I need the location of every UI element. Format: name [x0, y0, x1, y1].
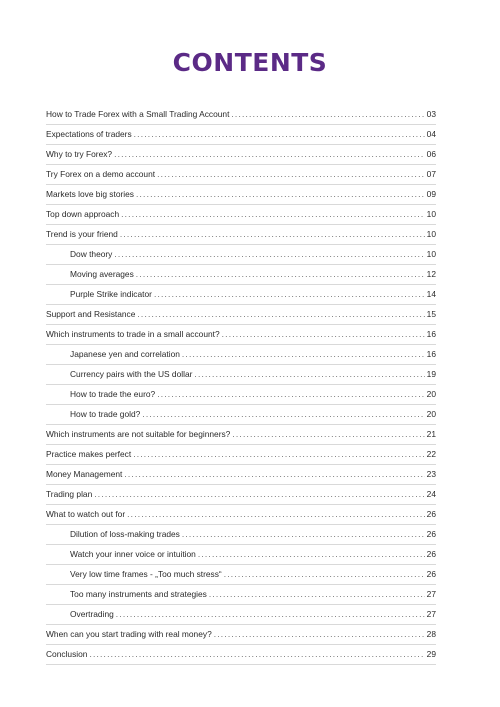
dot-leader [127, 505, 425, 524]
toc-entry[interactable] [46, 565, 436, 585]
toc-entry[interactable] [46, 325, 436, 345]
toc-entry-page: 20 [426, 389, 436, 399]
dot-leader [231, 105, 424, 124]
toc-entry-page: 16 [426, 349, 436, 359]
toc-entry-page: 26 [426, 529, 436, 539]
toc-entry[interactable] [46, 285, 436, 305]
toc-entry-title: Expectations of traders [46, 129, 132, 139]
toc-entry[interactable] [46, 425, 436, 445]
toc-entry-title: What to watch out for [46, 509, 126, 519]
toc-entry-page: 21 [426, 429, 436, 439]
toc-entry-page: 14 [426, 289, 436, 299]
toc-entry[interactable] [46, 105, 436, 125]
toc-entry-title: Watch your inner voice or intuition [70, 549, 196, 559]
toc-entry-title: Why to try Forex? [46, 149, 113, 159]
dot-leader [232, 425, 424, 444]
toc-entry-page: 24 [426, 489, 436, 499]
toc-entry[interactable] [46, 485, 436, 505]
dot-leader [114, 145, 425, 164]
toc-entry-title: Moving averages [70, 269, 134, 279]
toc-entry-title: How to trade gold? [70, 409, 141, 419]
toc-entry-title: Very low time frames - „Too much stress“ [70, 569, 222, 579]
toc-entry-title: Purple Strike indicator [70, 289, 152, 299]
table-of-contents [46, 105, 436, 665]
toc-entry-title: Top down approach [46, 209, 120, 219]
toc-entry-page: 26 [426, 509, 436, 519]
toc-entry-title: Trend is your friend [46, 229, 118, 239]
toc-entry-page: 29 [426, 649, 436, 659]
toc-entry[interactable] [46, 625, 436, 645]
dot-leader [154, 285, 425, 304]
toc-entry-title: How to trade the euro? [70, 389, 156, 399]
dot-leader [120, 225, 425, 244]
dot-leader [222, 325, 425, 344]
dot-leader [182, 525, 425, 544]
toc-entry-page: 27 [426, 609, 436, 619]
toc-entry[interactable] [46, 525, 436, 545]
toc-entry-page: 23 [426, 469, 436, 479]
toc-entry[interactable] [46, 405, 436, 425]
toc-entry[interactable] [46, 225, 436, 245]
toc-entry[interactable] [46, 585, 436, 605]
toc-entry-title: Dilution of loss-making trades [70, 529, 180, 539]
dot-leader [136, 185, 425, 204]
dot-leader [209, 585, 425, 604]
toc-entry[interactable] [46, 645, 436, 665]
toc-entry-page: 10 [426, 229, 436, 239]
toc-entry-page: 04 [426, 129, 436, 139]
dot-leader [157, 385, 424, 404]
toc-entry-title: Which instruments to trade in a small account? [46, 329, 220, 339]
toc-entry-title: How to Trade Forex with a Small Trading Account [46, 109, 230, 119]
toc-entry-title: Conclusion [46, 649, 88, 659]
toc-entry-page: 19 [426, 369, 436, 379]
dot-leader [194, 365, 424, 384]
toc-entry-title: Try Forex on a demo account [46, 169, 156, 179]
toc-entry-page: 06 [426, 149, 436, 159]
dot-leader [224, 565, 425, 584]
toc-entry-page: 10 [426, 209, 436, 219]
toc-entry[interactable] [46, 505, 436, 525]
dot-leader [124, 465, 424, 484]
toc-entry-title: Trading plan [46, 489, 93, 499]
toc-entry-page: 15 [426, 309, 436, 319]
dot-leader [182, 345, 425, 364]
toc-entry[interactable] [46, 185, 436, 205]
page-title: CONTENTS [172, 48, 328, 77]
toc-entry-page: 28 [426, 629, 436, 639]
dot-leader [137, 305, 424, 324]
toc-entry[interactable] [46, 345, 436, 365]
toc-entry-title: Practice makes perfect [46, 449, 132, 459]
toc-entry[interactable] [46, 465, 436, 485]
toc-entry[interactable] [46, 165, 436, 185]
dot-leader [214, 625, 425, 644]
toc-entry-title: Markets love big stories [46, 189, 134, 199]
toc-entry-title: Currency pairs with the US dollar [70, 369, 193, 379]
toc-entry-page: 26 [426, 569, 436, 579]
toc-entry-title: Overtrading [70, 609, 114, 619]
dot-leader [94, 485, 424, 504]
dot-leader [133, 445, 424, 464]
toc-entry[interactable] [46, 265, 436, 285]
dot-leader [134, 125, 425, 144]
toc-entry[interactable] [46, 445, 436, 465]
toc-entry[interactable] [46, 145, 436, 165]
toc-entry[interactable] [46, 605, 436, 625]
dot-leader [116, 605, 425, 624]
toc-entry-title: Dow theory [70, 249, 113, 259]
dot-leader [157, 165, 425, 184]
dot-leader [198, 545, 425, 564]
toc-entry-page: 09 [426, 189, 436, 199]
toc-entry[interactable] [46, 205, 436, 225]
toc-entry-page: 22 [426, 449, 436, 459]
dot-leader [114, 245, 424, 264]
toc-entry-page: 26 [426, 549, 436, 559]
toc-entry-page: 12 [426, 269, 436, 279]
toc-entry-page: 27 [426, 589, 436, 599]
toc-entry-title: Support and Resistance [46, 309, 136, 319]
toc-entry-title: Japanese yen and correlation [70, 349, 180, 359]
toc-entry[interactable] [46, 125, 436, 145]
toc-entry[interactable] [46, 545, 436, 565]
toc-entry-title: Money Management [46, 469, 123, 479]
toc-entry-page: 10 [426, 249, 436, 259]
toc-entry[interactable] [46, 385, 436, 405]
toc-entry-page: 07 [426, 169, 436, 179]
dot-leader [136, 265, 425, 284]
toc-entry-page: 16 [426, 329, 436, 339]
toc-entry[interactable] [46, 365, 436, 385]
toc-entry[interactable] [46, 245, 436, 265]
toc-entry-page: 20 [426, 409, 436, 419]
toc-entry-title: Too many instruments and strategies [70, 589, 207, 599]
dot-leader [89, 645, 424, 664]
toc-entry-title: When can you start trading with real money? [46, 629, 212, 639]
dot-leader [142, 405, 424, 424]
dot-leader [121, 205, 425, 224]
toc-entry-title: Which instruments are not suitable for beginners? [46, 429, 231, 439]
toc-entry[interactable] [46, 305, 436, 325]
toc-entry-page: 03 [426, 109, 436, 119]
